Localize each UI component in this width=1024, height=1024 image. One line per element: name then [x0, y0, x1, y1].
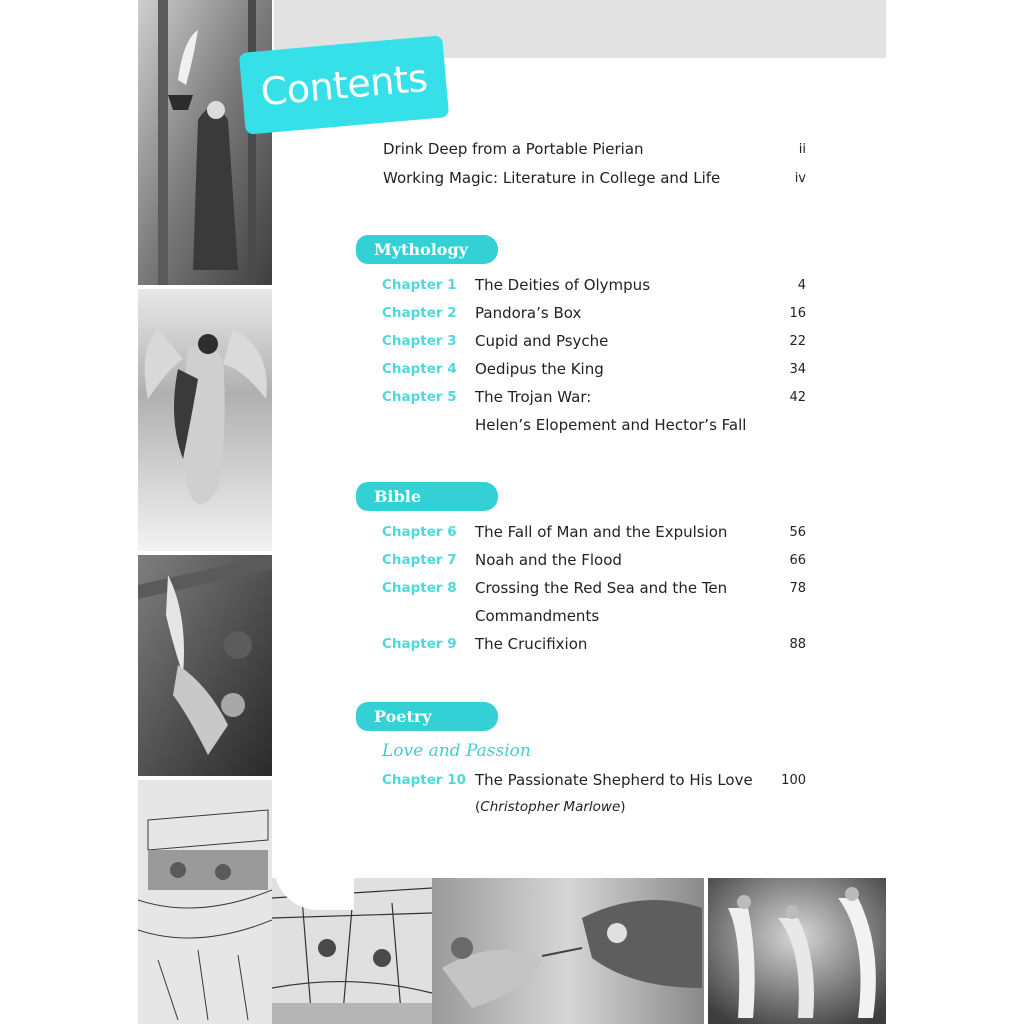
contents-page	[138, 0, 886, 1024]
painting-cupid-psyche-icon	[138, 289, 272, 551]
chapter-label: Chapter 3	[382, 333, 457, 349]
chapter-page: 78	[789, 581, 806, 596]
fresco-creation-of-adam-icon	[432, 878, 704, 1024]
chapter-label: Chapter 4	[382, 361, 457, 377]
chapter-title-continued: Commandments	[475, 607, 600, 625]
section-subheading: Love and Passion	[382, 741, 531, 761]
chapter-title-continued: Helen’s Elopement and Hector’s Fall	[475, 416, 747, 434]
chapter-title: Cupid and Psyche	[475, 332, 609, 350]
chapter-label: Chapter 9	[382, 636, 457, 652]
chapter-page: 56	[789, 525, 806, 540]
intro-entry-title: Working Magic: Literature in College and Life	[383, 169, 721, 187]
chapter-page: 42	[789, 390, 806, 405]
chapter-label: Chapter 7	[382, 552, 457, 568]
chapter-title: The Deities of Olympus	[475, 276, 651, 294]
chapter-title: Crossing the Red Sea and the Ten	[475, 579, 728, 597]
author-open-paren: (	[475, 799, 481, 815]
chapter-title: The Trojan War:	[475, 388, 592, 406]
intro-entry-page: ii	[798, 142, 806, 157]
chapter-label: Chapter 2	[382, 305, 457, 321]
chapter-title: The Crucifixion	[475, 635, 588, 653]
chapter-page: 22	[789, 334, 806, 349]
intro-entry-page: iv	[794, 171, 806, 186]
chapter-label: Chapter 6	[382, 524, 457, 540]
chapter-title: The Passionate Shepherd to His Love	[475, 771, 753, 789]
woodcut-noahs-ark-icon	[138, 780, 272, 1024]
chapter-page: 88	[789, 637, 806, 652]
chapter-page: 34	[789, 362, 806, 377]
page-title: Contents	[258, 55, 430, 115]
chapter-page: 100	[781, 773, 806, 788]
painting-dancing-figures-icon	[708, 878, 886, 1024]
chapter-label: Chapter 8	[382, 580, 457, 596]
section-badge-mythology: Mythology	[356, 235, 498, 264]
engraving-priestess-torch-icon	[138, 0, 272, 285]
chapter-title: Oedipus the King	[475, 360, 604, 378]
chapter-author	[475, 799, 626, 815]
author-close-paren: )	[620, 799, 626, 815]
painting-crucifixion-icon	[138, 555, 272, 776]
chapter-label: Chapter 10	[382, 772, 467, 788]
chapter-label: Chapter 1	[382, 277, 457, 293]
intro-entry-title: Drink Deep from a Portable Pierian	[383, 140, 644, 158]
chapter-page: 16	[789, 306, 806, 321]
author-name: Christopher Marlowe	[480, 799, 621, 815]
section-badge-poetry: Poetry	[356, 702, 498, 731]
chapter-label: Chapter 5	[382, 389, 457, 405]
section-badge-bible: Bible	[356, 482, 498, 511]
chapter-page: 66	[789, 553, 806, 568]
chapter-title: The Fall of Man and the Expulsion	[475, 523, 728, 541]
chapter-title: Pandora’s Box	[475, 304, 582, 322]
chapter-title: Noah and the Flood	[475, 551, 622, 569]
chapter-page: 4	[797, 278, 806, 293]
